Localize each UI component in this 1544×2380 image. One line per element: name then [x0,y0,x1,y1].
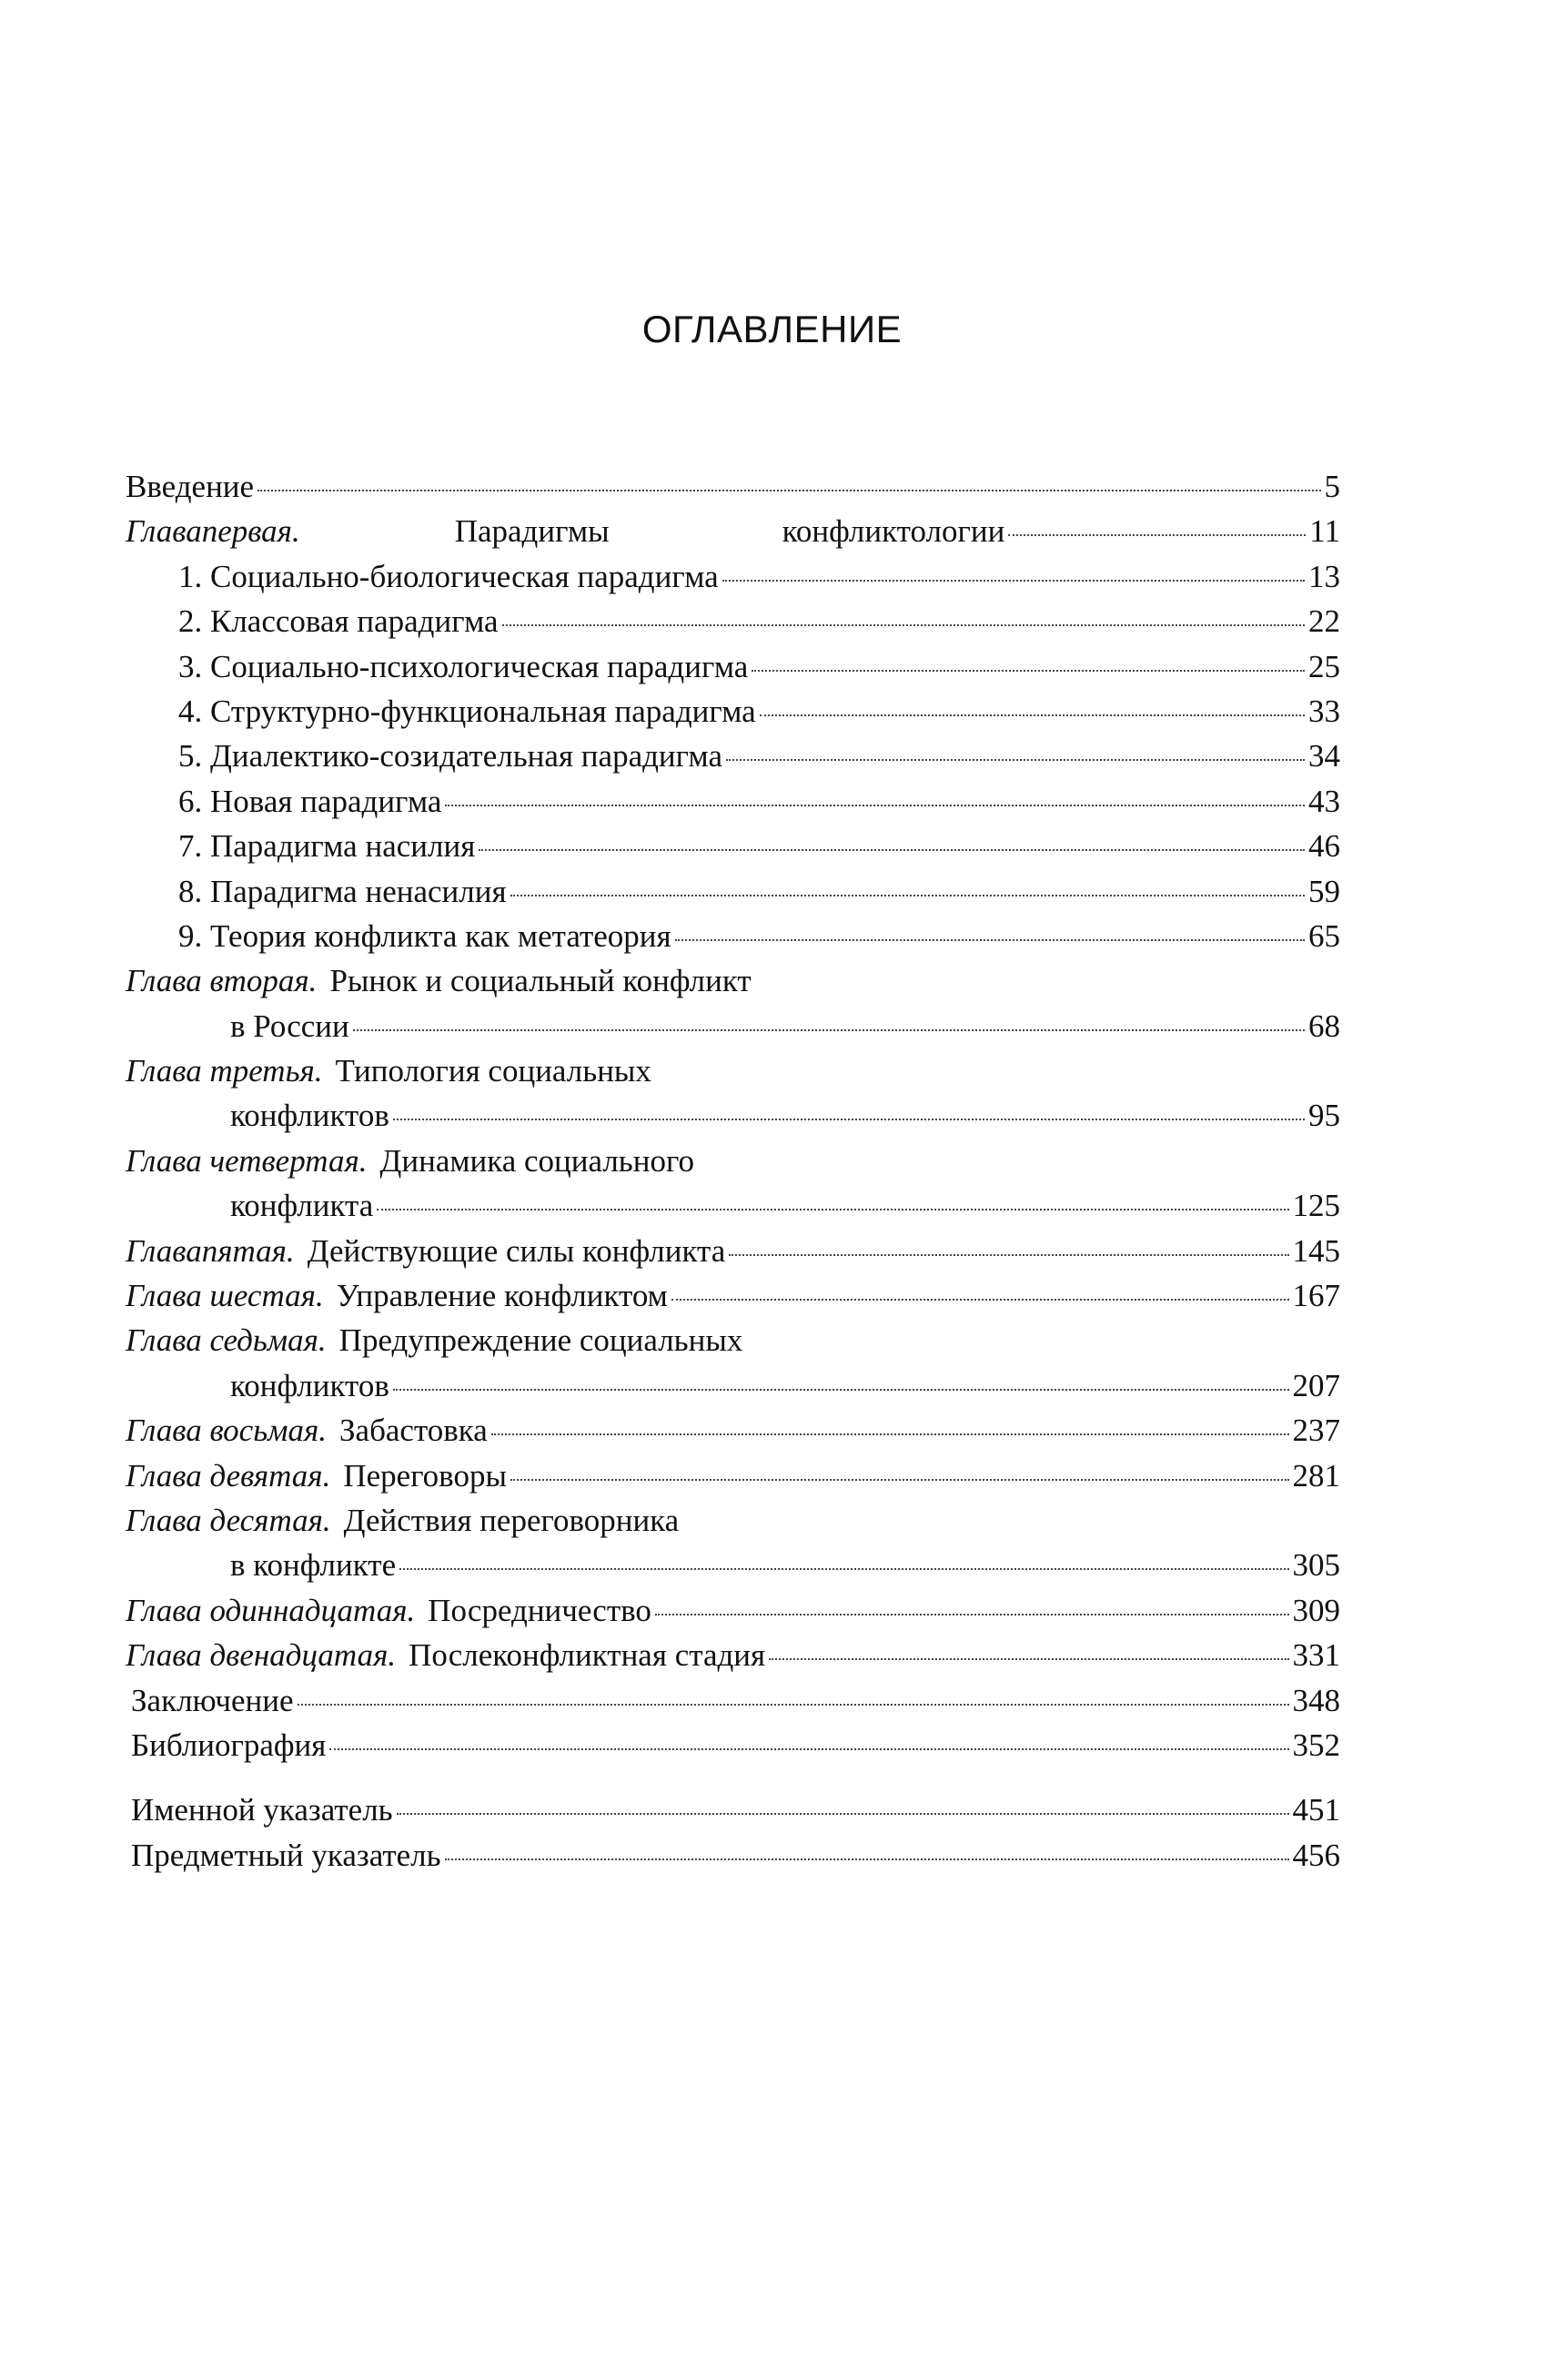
toc-entry-chapter-6[interactable] [126,1273,1340,1318]
toc-entry-name-index[interactable] [126,1788,1340,1832]
dot-leader [510,895,1305,896]
dot-leader [491,1433,1289,1435]
toc-chapter-title-continuation: в России [230,1008,349,1044]
toc-chapter-title: Рынок и социальный конфликт [329,963,752,999]
toc-chapter-title: Управление конфликтом [336,1278,668,1314]
toc-label: Библиография [131,1727,327,1763]
toc-label: 8. Парадигма ненасилия [178,873,507,909]
dot-leader [752,670,1305,672]
toc-entry-chapter-2[interactable] [126,958,1340,1003]
toc-page-number: 68 [1308,1008,1340,1044]
dot-leader [298,1704,1289,1706]
toc-page-number: 5 [1324,469,1340,504]
toc-chapter-title: Переговоры [343,1457,507,1494]
dot-leader [479,849,1305,851]
toc-chapter-title-continuation: конфликтов [230,1367,389,1403]
dot-leader [257,490,1320,491]
toc-page-number: 11 [1309,513,1340,550]
toc-chapter-label: Глава третья. [126,1053,323,1089]
toc-entry-section[interactable] [126,914,1340,958]
toc-page-number: 59 [1308,873,1340,909]
toc-entry-chapter-7-continuation[interactable] [126,1363,1340,1408]
toc-label: Введение [126,469,255,504]
toc-page-number: 46 [1308,828,1340,865]
toc-entry-section[interactable] [126,734,1340,778]
toc-page-number: 65 [1308,917,1340,954]
toc-entry-chapter-9[interactable] [126,1453,1340,1498]
toc-chapter-title: Предупреждение социальных [338,1322,743,1359]
dot-leader [393,1119,1305,1120]
toc-chapter-title: Послеконфликтная стадия [409,1637,766,1674]
toc-chapter-label: Глава одиннадцатая. [126,1592,416,1628]
toc-entry-chapter-11[interactable] [126,1588,1340,1633]
dot-leader [377,1209,1288,1210]
dot-leader [445,805,1305,806]
toc-label: Предметный указатель [131,1837,441,1873]
toc-chapter-label: Глава двенадцатая. [126,1637,397,1674]
toc-page-number: 456 [1292,1837,1340,1873]
toc-page-number: 309 [1292,1592,1340,1628]
dot-leader [671,1299,1289,1301]
toc-page-number: 145 [1292,1232,1340,1269]
toc-label: 7. Парадигма насилия [178,828,476,865]
dot-leader [445,1858,1289,1860]
toc-label: Именной указатель [131,1792,393,1828]
toc-chapter-label: Глава шестая. [126,1278,324,1314]
toc-page-number: 33 [1308,693,1340,729]
toc-chapter-label: Глава вторая. [126,963,318,999]
toc-entry-chapter-7[interactable] [126,1318,1340,1362]
toc-entry-chapter-5[interactable] [126,1229,1340,1273]
toc-chapter-label: Глава девятая. [126,1457,331,1494]
toc-entry-chapter-4-continuation[interactable] [126,1183,1340,1228]
toc-page-number: 305 [1292,1547,1340,1584]
dot-leader [510,1479,1289,1481]
toc-entry-section[interactable] [126,644,1340,689]
toc-page-number: 237 [1292,1413,1340,1449]
toc-chapter-title: Типология социальных [335,1053,651,1089]
table-of-contents [126,464,1340,1878]
toc-entry-subject-index[interactable] [126,1833,1340,1878]
toc-entry-section[interactable] [126,869,1340,914]
toc-chapter-title-continuation: в конфликте [230,1547,397,1584]
dot-leader [769,1658,1288,1660]
dot-leader [393,1389,1289,1391]
dot-leader [760,714,1305,716]
toc-chapter-title: Действующие силы конфликта [307,1232,726,1269]
toc-entry-chapter-10[interactable] [126,1498,1340,1543]
toc-page-number: 34 [1308,738,1340,775]
toc-chapter-label: Глава десятая. [126,1502,331,1538]
toc-entry-chapter-10-continuation[interactable] [126,1543,1340,1587]
toc-label: Заключение [131,1682,294,1718]
toc-page-number: 207 [1292,1367,1340,1403]
dot-leader [399,1568,1288,1570]
toc-page-number: 25 [1308,648,1340,684]
toc-page-number: 451 [1292,1792,1340,1828]
toc-entry-section[interactable] [126,689,1340,734]
toc-entry-section[interactable] [126,824,1340,868]
toc-entry-section[interactable] [126,554,1340,599]
toc-chapter-label: Глава четвертая. [126,1142,368,1179]
dot-leader [655,1614,1289,1615]
toc-page-number: 22 [1308,603,1340,640]
toc-page-number: 167 [1292,1278,1340,1314]
toc-label: 9. Теория конфликта как метатеория [178,917,671,954]
page-title: ОГЛАВЛЕНИЕ [641,308,903,350]
toc-entry-section[interactable] [126,599,1340,643]
toc-page-number: 125 [1292,1188,1340,1224]
toc-chapter-title: Забастовка [339,1413,488,1449]
toc-chapter-title-continuation: конфликта [230,1188,374,1224]
dot-leader [729,1254,1288,1256]
toc-label: 3. Социально-психологическая парадигма [178,648,749,684]
toc-entry-chapter-1[interactable] [126,509,1340,553]
toc-page-number: 95 [1308,1098,1340,1134]
toc-chapter-label: Главапервая. [126,513,300,550]
toc-entry-chapter-2-continuation[interactable] [126,1004,1340,1048]
toc-chapter-label: Глава восьмая. [126,1413,327,1449]
toc-entry-chapter-3[interactable] [126,1048,1340,1093]
toc-entry-chapter-8[interactable] [126,1408,1340,1453]
toc-page-number: 43 [1308,783,1340,819]
dot-leader [675,939,1305,941]
toc-entry-bibliography[interactable] [126,1723,1340,1767]
toc-chapter-title: Динамика социального [379,1142,694,1179]
dot-leader [722,580,1305,582]
toc-label: 2. Классовая парадигма [178,603,499,640]
toc-page-number: 13 [1308,558,1340,594]
dot-leader [329,1748,1288,1750]
toc-chapter-title: Действия переговорника [343,1502,680,1538]
toc-chapter-label: Главапятая. [126,1232,295,1269]
toc-page-number: 281 [1292,1457,1340,1494]
toc-entry-section[interactable] [126,779,1340,824]
toc-chapter-title-continuation: конфликтов [230,1098,389,1134]
toc-entry-conclusion[interactable] [126,1678,1340,1723]
toc-label: 4. Структурно-функциональная парадигма [178,693,756,729]
dot-leader [726,759,1305,761]
dot-leader [353,1029,1305,1031]
toc-chapter-title: Посредничество [428,1592,651,1628]
toc-label: 1. Социально-биологическая парадигма [178,558,719,594]
dot-leader [1008,534,1306,536]
toc-entry-chapter-12[interactable] [126,1633,1340,1677]
toc-page-number: 348 [1292,1682,1340,1718]
toc-label: 6. Новая парадигма [178,783,442,819]
toc-entry-chapter-3-continuation[interactable] [126,1093,1340,1138]
toc-page-number: 331 [1292,1637,1340,1674]
toc-chapter-title-word: конфликтологии [782,513,1005,550]
toc-label: 5. Диалектико-созидательная парадигма [178,738,722,775]
toc-entry-intro[interactable] [126,464,1340,509]
toc-page-number: 352 [1292,1727,1340,1763]
dot-leader [502,624,1305,626]
toc-chapter-title-word: Парадигмы [454,513,610,550]
toc-chapter-label: Глава седьмая. [126,1322,327,1359]
toc-entry-chapter-4[interactable] [126,1139,1340,1183]
dot-leader [397,1813,1289,1815]
